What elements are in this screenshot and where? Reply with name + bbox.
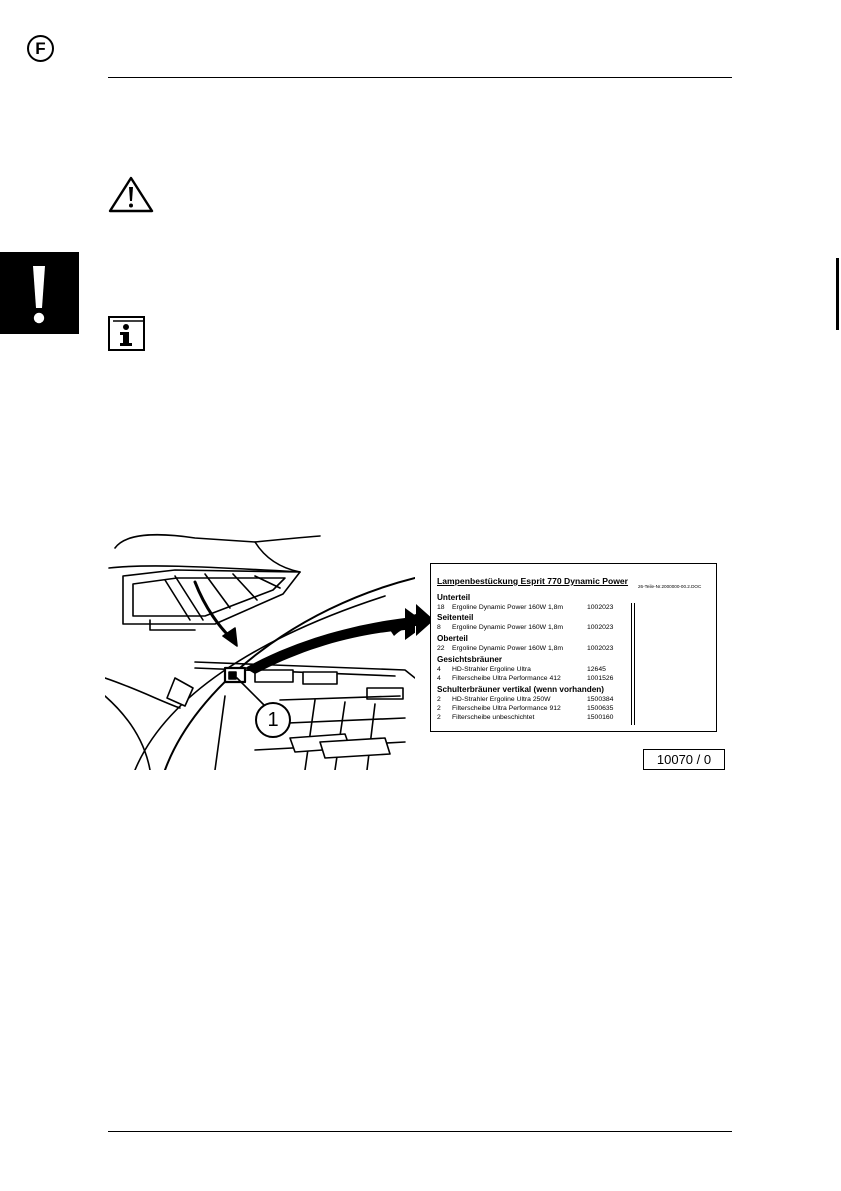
desc: HD-Strahler Ergoline Ultra [452,666,531,673]
part-number: 1001526 [587,675,614,682]
section-heading: Schulterbräuner vertikal (wenn vorhanden) [437,685,604,694]
qty: 2 [437,705,441,712]
qty: 4 [437,666,441,673]
label-divider [631,603,632,725]
margin-marker [836,258,839,330]
part-number: 12645 [587,666,606,673]
part-number: 1500384 [587,696,614,703]
footer-rule [108,1131,732,1132]
desc: Filterscheibe unbeschichtet [452,714,535,721]
figure-caption: 10070 / 0 [643,749,725,770]
lamp-label-title: Lampenbestückung Esprit 770 Dynamic Power [437,576,629,586]
language-badge: F [27,35,54,62]
part-number: 1002023 [587,645,614,652]
part-number: 1500160 [587,714,614,721]
qty: 18 [437,604,445,611]
section-heading: Oberteil [437,634,468,643]
part-number: 1002023 [587,624,614,631]
warning-side-tab [0,252,79,334]
section-heading: Gesichtsbräuner [437,655,503,664]
header-rule [108,77,732,78]
exclamation-icon [0,252,79,334]
warning-triangle-icon [108,175,154,213]
tanning-unit-illustration [105,528,415,770]
desc: HD-Strahler Ergoline Ultra 250W [452,696,551,703]
qty: 4 [437,675,441,682]
desc: Ergoline Dynamic Power 160W 1,8m [452,604,564,611]
desc: Filterscheibe Ultra Performance 912 [452,705,561,712]
lamp-label [430,563,717,732]
part-number: 1500635 [587,705,614,712]
section-heading: Seitenteil [437,613,474,622]
qty: 2 [437,714,441,721]
callout-1 [255,702,291,738]
lamp-label-doc-number: 26-Teile-Nr.2000000-00.2.DOC [638,584,702,589]
qty: 22 [437,645,445,652]
qty: 2 [437,696,441,703]
part-number: 1002023 [587,604,614,611]
info-icon [108,316,146,352]
qty: 8 [437,624,441,631]
desc: Ergoline Dynamic Power 160W 1,8m [452,624,564,631]
desc: Filterscheibe Ultra Performance 412 [452,675,561,682]
section-heading: Unterteil [437,593,471,602]
callout-number: 1 [267,708,279,731]
label-divider [634,603,635,725]
desc: Ergoline Dynamic Power 160W 1,8m [452,645,564,652]
